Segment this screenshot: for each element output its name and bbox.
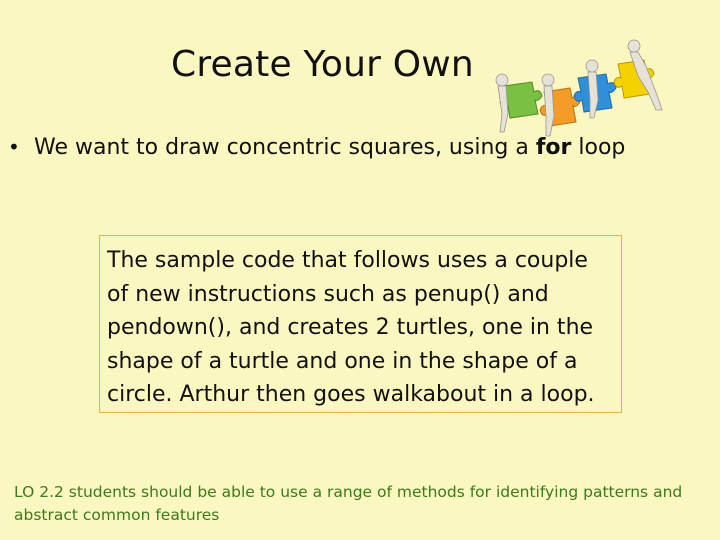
bullet-item xyxy=(8,135,625,160)
puzzle-people-icon xyxy=(488,36,674,146)
description-textbox: The sample code that follows uses a couple of new instructions such as penup() and pendown(), and creates 2 turtles, one in the shape of a turtle and one in the shape of a circle. Arthur then goes walkabout in a loop. xyxy=(99,235,622,413)
slide-title: Create Your Own xyxy=(171,44,474,85)
bullet-symbol: • xyxy=(8,135,20,159)
bullet-emphasis: for xyxy=(535,135,572,160)
bullet-text xyxy=(34,135,625,160)
learning-objective-footer: LO 2.2 students should be able to use a range of methods for identifying patterns and abstract common features xyxy=(14,483,683,524)
bullet-text-after: loop xyxy=(571,135,626,160)
bullet-text-before: We want to draw concentric squares, using a xyxy=(34,135,536,160)
